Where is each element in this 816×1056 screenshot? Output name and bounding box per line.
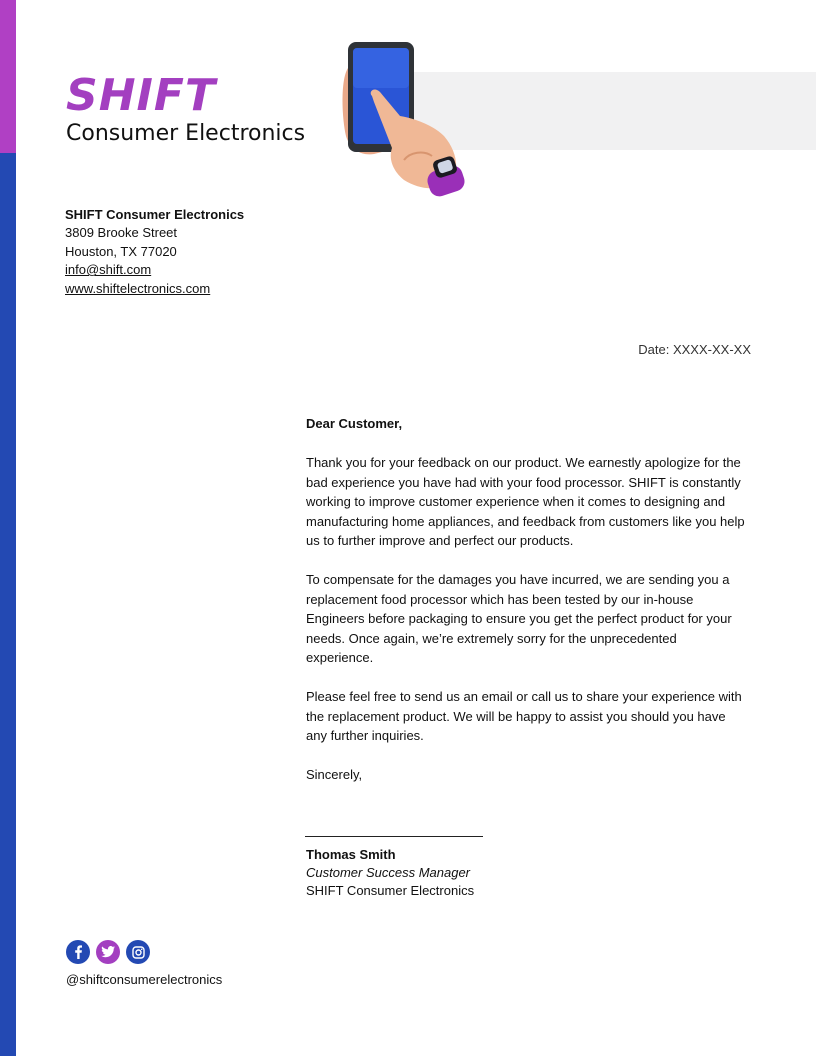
sidebar-accent-blue <box>0 153 16 1056</box>
sender-street: 3809 Brooke Street <box>65 225 178 241</box>
closing: Sincerely, <box>306 767 363 782</box>
paragraph: To compensate for the damages you have incurred, we are sending you a replacement food processor which has been tested by our in-house Engineers before packaging to ensure you get the perfect product for your needs. Once again, we’re extremely sorry for the unprecedented experience. <box>306 572 732 665</box>
date-value: XXXX-XX-XX <box>672 342 751 357</box>
date-label: Date: <box>638 342 670 357</box>
signature-line <box>305 836 483 837</box>
sidebar-accent-purple <box>0 0 16 153</box>
signer-title: Customer Success Manager <box>306 865 471 881</box>
salutation: Dear Customer, <box>306 416 403 431</box>
signer-company: SHIFT Consumer Electronics <box>306 883 475 899</box>
date-line <box>638 342 751 357</box>
paragraph: Please feel free to send us an email or call us to share your experience with the replacement product. We will be happy to assist you should you have any further inquiries. <box>306 689 742 743</box>
sender-city: Houston, TX 77020 <box>65 243 177 259</box>
social-icons <box>66 940 150 964</box>
brand-logo: SHIFT <box>66 70 216 121</box>
signer-name: Thomas Smith <box>306 847 396 862</box>
sender-website-link[interactable]: www.shiftelectronics.com <box>65 280 211 296</box>
sender-company: SHIFT Consumer Electronics <box>65 207 245 222</box>
twitter-icon[interactable] <box>96 940 120 964</box>
signature-block <box>306 846 474 901</box>
phone-hand-illustration <box>336 40 476 200</box>
brand-tagline: Consumer Electronics <box>66 121 306 146</box>
instagram-icon[interactable] <box>126 940 150 964</box>
paragraph: Thank you for your feedback on our product. We earnestly apologize for the bad experience you have had with your food processor. SHIFT is constantly working to improve customer experience when it comes to designing and manufacturing home appliances, and feedback from customers like you help us to further improve and perfect our products. <box>306 455 745 548</box>
letter-body <box>306 414 746 804</box>
sender-address <box>65 206 244 298</box>
sender-email-link[interactable]: info@shift.com <box>65 262 152 278</box>
facebook-icon[interactable] <box>66 940 90 964</box>
social-handle[interactable]: @shiftconsumerelectronics <box>66 972 223 987</box>
